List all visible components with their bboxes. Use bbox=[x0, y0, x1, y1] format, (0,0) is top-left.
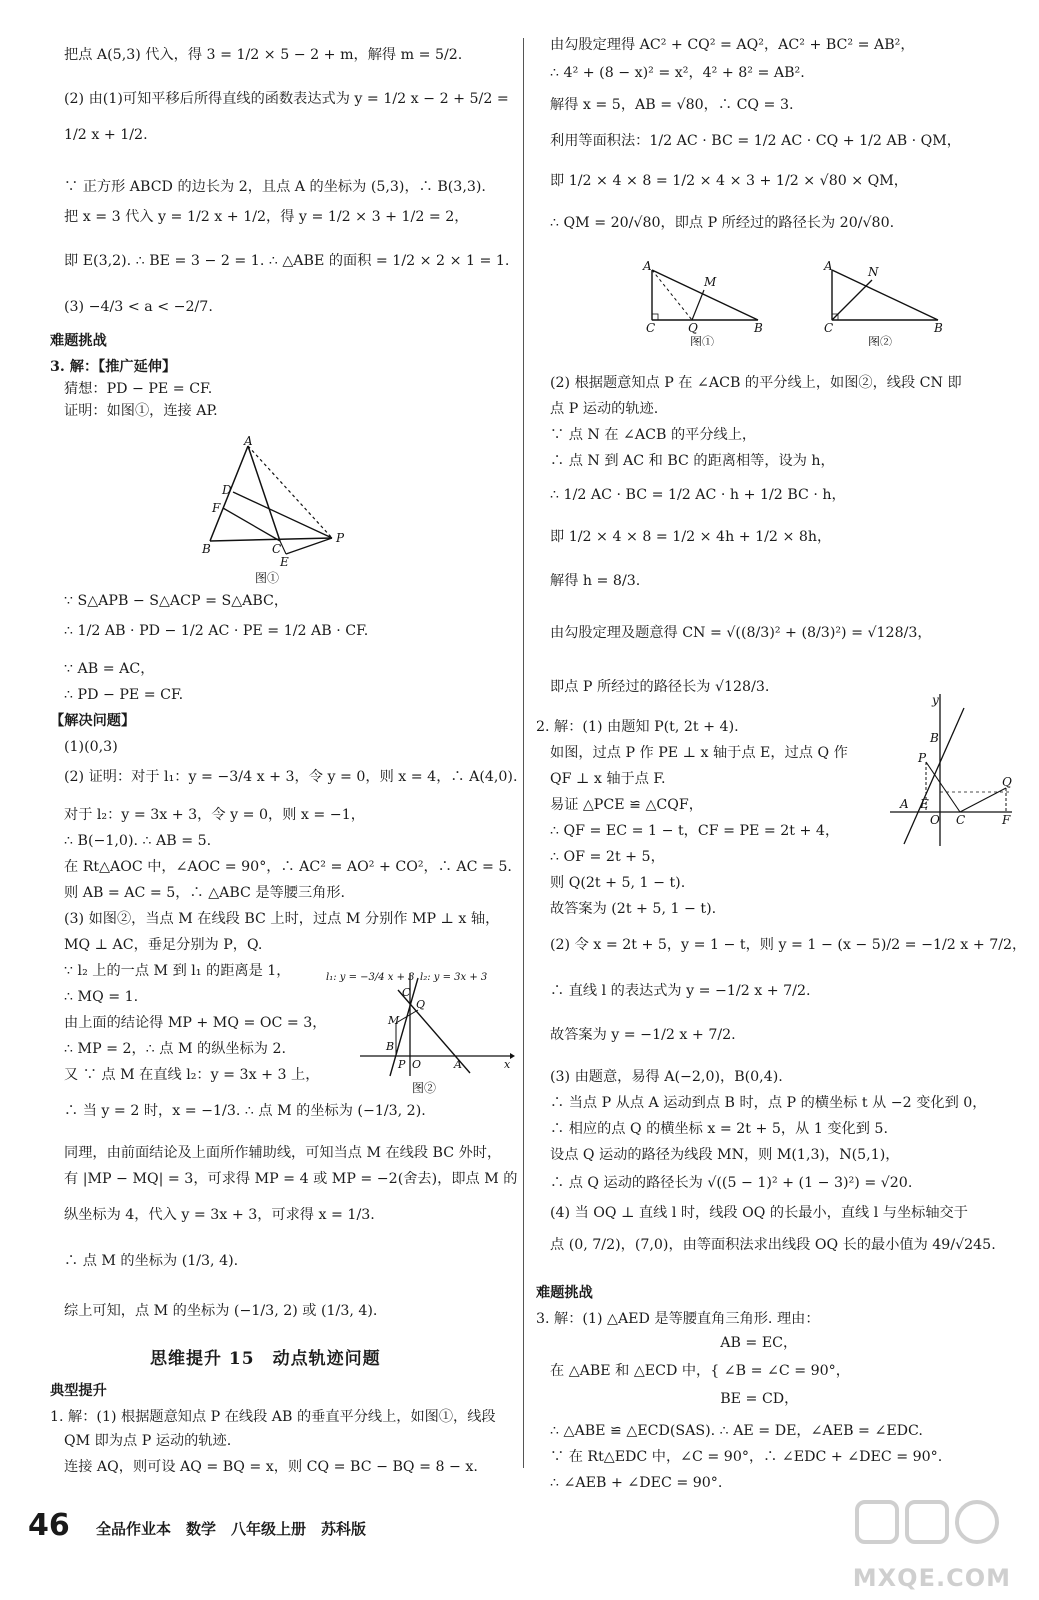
fig-label: E bbox=[920, 797, 929, 811]
text-line: 在 Rt△AOC 中，∠AOC = 90°，∴ AC² = AO² + CO²，∴ AC = 5. bbox=[64, 859, 512, 875]
text-line: ∴ 当点 P 从点 A 运动到点 B 时，点 P 的横坐标 t 从 −2 变化到 0， bbox=[550, 1095, 987, 1111]
text-line: (3) 由题意，易得 A(−2,0)，B(0,4). bbox=[550, 1069, 783, 1085]
text-line: BE = CD， bbox=[550, 1391, 799, 1407]
text-line: 解得 h = 8/3. bbox=[550, 573, 641, 589]
text-line: 故答案为 y = −1/2 x + 7/2. bbox=[550, 1027, 736, 1043]
fig-label: C bbox=[646, 321, 656, 335]
text-line: 【解决问题】 bbox=[50, 713, 136, 729]
figure-left-2 bbox=[320, 968, 515, 1098]
fig-label: P bbox=[398, 1058, 406, 1071]
text-line: ∴ 点 M 的坐标为 (1/3, 4). bbox=[64, 1253, 239, 1269]
fig-label: x bbox=[504, 1058, 511, 1071]
fig-label: A bbox=[454, 1058, 462, 1071]
text-line: 则 AB = AC = 5，∴ △ABC 是等腰三角形. bbox=[64, 885, 346, 901]
text-line: 设点 Q 运动的路径为线段 MN，则 M(1,3)，N(5,1)， bbox=[550, 1147, 900, 1163]
text-line: (3) −4/3 < a < −2/7. bbox=[64, 299, 213, 315]
text-line: ∴ 点 N 到 AC 和 BC 的距离相等，设为 h， bbox=[550, 453, 835, 469]
text-line: 即 1/2 × 4 × 8 = 1/2 × 4 × 3 + 1/2 × √80 × QM， bbox=[550, 173, 908, 189]
text-line: ∴ QM = 20/√80，即点 P 所经过的路径长为 20/√80. bbox=[550, 215, 895, 231]
text-line: (4) 当 OQ ⊥ 直线 l 时，线段 OQ 的长最小，直线 l 与坐标轴交于 bbox=[550, 1205, 968, 1221]
text-line: ∴ QF = EC = 1 − t，CF = PE = 2t + 4， bbox=[550, 823, 840, 839]
text-line: 难题挑战 bbox=[536, 1285, 593, 1301]
fig-label: O bbox=[412, 1058, 422, 1071]
text-line: ∴ 点 Q 运动的路径长为 √((5 − 1)² + (1 − 3)²) = √20. bbox=[550, 1175, 913, 1191]
text-line: ∵ 正方形 ABCD 的边长为 2，且点 A 的坐标为 (5,3)，∴ B(3,3). bbox=[64, 179, 486, 195]
text-line: 3. 解：【推广延伸】 bbox=[50, 359, 177, 375]
fig-label: P bbox=[336, 531, 345, 545]
figure-caption: 图① bbox=[690, 335, 715, 346]
text-line: 把 x = 3 代入 y = 1/2 x + 1/2，得 y = 1/2 × 3 + 1/2 = 2， bbox=[64, 209, 469, 225]
text-line: 对于 l₂：y = 3x + 3，令 y = 0，则 x = −1， bbox=[64, 807, 365, 823]
figure-caption: 图② bbox=[868, 335, 893, 346]
text-line: (1)(0,3) bbox=[64, 739, 118, 755]
text-line: 点 (0, 7/2)，(7,0)，由等面积法求出线段 OQ 长的最小值为 49/√245. bbox=[550, 1237, 996, 1253]
fig-label: M bbox=[388, 1014, 400, 1027]
text-line: ∵ 点 N 在 ∠ACB 的平分线上， bbox=[550, 427, 757, 443]
text-line: MQ ⊥ AC，垂足分别为 P，Q. bbox=[64, 937, 263, 953]
text-line: ∴ 1/2 AB · PD − 1/2 AC · PE = 1/2 AB · CF. bbox=[64, 623, 369, 639]
text-line: 难题挑战 bbox=[50, 333, 107, 349]
text-line: 则 Q(2t + 5, 1 − t). bbox=[550, 875, 686, 891]
fig-label: A bbox=[900, 797, 909, 811]
book-title: 全品作业本 数学 八年级上册 苏科版 bbox=[96, 1520, 367, 1538]
fig-label: E bbox=[280, 555, 289, 569]
text-line: 典型提升 bbox=[50, 1383, 107, 1399]
text-line: 在 △ABE 和 △ECD 中，{ ∠B = ∠C = 90°， bbox=[550, 1363, 850, 1379]
text-line: QF ⊥ x 轴于点 F. bbox=[550, 771, 666, 787]
watermark bbox=[821, 1496, 1011, 1592]
text-line: 把点 A(5,3) 代入，得 3 = 1/2 × 5 − 2 + m，解得 m = 5/2. bbox=[64, 47, 463, 63]
text-line: 证明：如图①，连接 AP. bbox=[64, 403, 218, 419]
fig-label: D bbox=[222, 483, 232, 497]
text-line: (2) 令 x = 2t + 5，y = 1 − t，则 y = 1 − (x − 5)/2 = −1/2 x + 7/2， bbox=[550, 937, 1027, 953]
text-line: 解得 x = 5，AB = √80，∴ CQ = 3. bbox=[550, 97, 794, 113]
text-line: 即 E(3,2). ∴ BE = 3 − 2 = 1. ∴ △ABE 的面积 = 1/2 × 2 × 1 = 1. bbox=[64, 253, 510, 269]
figure-right-3 bbox=[886, 690, 1016, 850]
fig-label: Q bbox=[1002, 775, 1012, 789]
text-line: 纵坐标为 4，代入 y = 3x + 3，可求得 x = 1/3. bbox=[64, 1207, 375, 1223]
text-line: 1. 解：(1) 根据题意知点 P 在线段 AB 的垂直平分线上，如图①，线段 bbox=[50, 1409, 496, 1425]
text-line: 连接 AQ，则可设 AQ = BQ = x，则 CQ = BC − BQ = 8 − x. bbox=[64, 1459, 478, 1475]
text-line: 即点 P 所经过的路径长为 √128/3. bbox=[550, 679, 770, 695]
text-line: QM 即为点 P 运动的轨迹. bbox=[64, 1433, 232, 1449]
text-line: 3. 解：(1) △AED 是等腰直角三角形. 理由： bbox=[536, 1311, 820, 1327]
fig-label: O bbox=[930, 813, 940, 827]
text-line: ∴ 4² + (8 − x)² = x²，4² + 8² = AB². bbox=[550, 65, 805, 81]
text-line: ∵ S△APB − S△ACP = S△ABC， bbox=[64, 593, 289, 609]
text-line: ∴ △ABE ≌ △ECD(SAS). ∴ AE = DE，∠AEB = ∠EDC. bbox=[550, 1423, 923, 1439]
text-line: (2) 由(1)可知平移后所得直线的函数表达式为 y = 1/2 x − 2 + 5/2 = bbox=[64, 91, 509, 107]
text-line: 有 |MP − MQ| = 3，可求得 MP = 4 或 MP = −2(舍去)，即点 M 的 bbox=[64, 1171, 518, 1187]
text-line: 点 P 运动的轨迹. bbox=[550, 401, 659, 417]
text-line: 猜想：PD − PE = CF. bbox=[64, 381, 213, 397]
column-divider bbox=[523, 38, 524, 1468]
text-line: ∴ ∠AEB + ∠DEC = 90°. bbox=[550, 1475, 723, 1491]
text-line: 由上面的结论得 MP + MQ = OC = 3， bbox=[64, 1015, 327, 1031]
figure-caption: 图② bbox=[412, 1081, 437, 1095]
fig-label: B bbox=[202, 542, 211, 556]
text-line: (3) 如图②，当点 M 在线段 BC 上时，过点 M 分别作 MP ⊥ x 轴， bbox=[64, 911, 500, 927]
text-line: (2) 证明：对于 l₁：y = −3/4 x + 3，令 y = 0，则 x = 4，∴ A(4,0). bbox=[64, 769, 518, 785]
text-line: 思维提升 15 动点轨迹问题 bbox=[150, 1349, 381, 1369]
text-line: ∴ B(−1,0). ∴ AB = 5. bbox=[64, 833, 212, 849]
fig-label: l₁: y = −3/4 x + 3 bbox=[326, 972, 415, 983]
fig-label: C bbox=[272, 542, 282, 556]
text-line: 由勾股定理及题意得 CN = √((8/3)² + (8/3)²) = √128/3， bbox=[550, 625, 932, 641]
fig-label: B bbox=[930, 731, 939, 745]
fig-label: A bbox=[643, 259, 652, 273]
text-line: 1/2 x + 1/2. bbox=[64, 127, 148, 143]
text-line: ∴ PD − PE = CF. bbox=[64, 687, 184, 703]
fig-label: B bbox=[754, 321, 763, 335]
fig-label: Q bbox=[416, 998, 426, 1011]
text-line: ∴ 1/2 AC · BC = 1/2 AC · h + 1/2 BC · h， bbox=[550, 487, 846, 503]
text-line: ∴ 当 y = 2 时，x = −1/3. ∴ 点 M 的坐标为 (−1/3, 2). bbox=[64, 1103, 426, 1119]
text-line: ∴ OF = 2t + 5， bbox=[550, 849, 665, 865]
figure-caption: 图① bbox=[255, 571, 280, 585]
fig-label: F bbox=[212, 501, 221, 515]
text-line: 由勾股定理得 AC² + CQ² = AQ²，AC² + BC² = AB²， bbox=[550, 37, 915, 53]
text-line: 如图，过点 P 作 PE ⊥ x 轴于点 E，过点 Q 作 bbox=[550, 745, 848, 761]
text-line: 即 1/2 × 4 × 8 = 1/2 × 4h + 1/2 × 8h， bbox=[550, 529, 832, 545]
text-line: ∴ 直线 l 的表达式为 y = −1/2 x + 7/2. bbox=[550, 983, 811, 999]
text-line: AB = EC， bbox=[550, 1335, 798, 1351]
watermark-text: MXQE.COM bbox=[852, 1564, 1011, 1592]
text-line: ∴ 相应的点 Q 的横坐标 x = 2t + 5，从 1 变化到 5. bbox=[550, 1121, 888, 1137]
fig-label: P bbox=[918, 751, 927, 765]
text-line: (2) 根据题意知点 P 在 ∠ACB 的平分线上，如图②，线段 CN 即 bbox=[550, 375, 962, 391]
fig-label: l₂: y = 3x + 3 bbox=[420, 972, 488, 983]
fig-label: y bbox=[932, 693, 939, 707]
figure-left-1 bbox=[200, 436, 350, 586]
text-line: 同理，由前面结论及上面所作辅助线，可知当点 M 在线段 BC 外时， bbox=[64, 1145, 502, 1161]
text-line: 利用等面积法：1/2 AC · BC = 1/2 AC · CQ + 1/2 AB · QM， bbox=[550, 133, 961, 149]
fig-label: N bbox=[868, 265, 879, 279]
text-line: ∵ AB = AC， bbox=[64, 661, 155, 677]
fig-label: C bbox=[824, 321, 834, 335]
fig-label: C bbox=[956, 813, 966, 827]
text-line: 综上可知，点 M 的坐标为 (−1/3, 2) 或 (1/3, 4). bbox=[64, 1303, 378, 1319]
fig-label: B bbox=[386, 1040, 395, 1053]
fig-label: B bbox=[934, 321, 943, 335]
text-line: 易证 △PCE ≌ △CQF， bbox=[550, 797, 703, 813]
page-number: 46 bbox=[28, 1508, 70, 1543]
fig-label: A bbox=[244, 436, 253, 448]
fig-label: C bbox=[402, 986, 411, 999]
text-line: ∵ 在 Rt△EDC 中，∠C = 90°，∴ ∠EDC + ∠DEC = 90°. bbox=[550, 1449, 943, 1465]
fig-label: M bbox=[704, 275, 717, 289]
figure-right-2 bbox=[818, 258, 948, 346]
text-line: 故答案为 (2t + 5, 1 − t). bbox=[550, 901, 717, 917]
fig-label: A bbox=[824, 259, 833, 273]
text-line: 2. 解：(1) 由题知 P(t, 2t + 4). bbox=[536, 719, 739, 735]
fig-label: F bbox=[1002, 813, 1011, 827]
text-line: ∵ l₂ 上的一点 M 到 l₁ 的距离是 1， bbox=[64, 963, 291, 979]
fig-label: Q bbox=[688, 321, 698, 335]
figure-right-1 bbox=[640, 258, 770, 346]
watermark-logo-icon bbox=[853, 1496, 1003, 1552]
text-line: 又 ∵ 点 M 在直线 l₂：y = 3x + 3 上， bbox=[64, 1067, 320, 1083]
text-line: ∴ MQ = 1. bbox=[64, 989, 139, 1005]
text-line: ∴ MP = 2，∴ 点 M 的纵坐标为 2. bbox=[64, 1041, 286, 1057]
